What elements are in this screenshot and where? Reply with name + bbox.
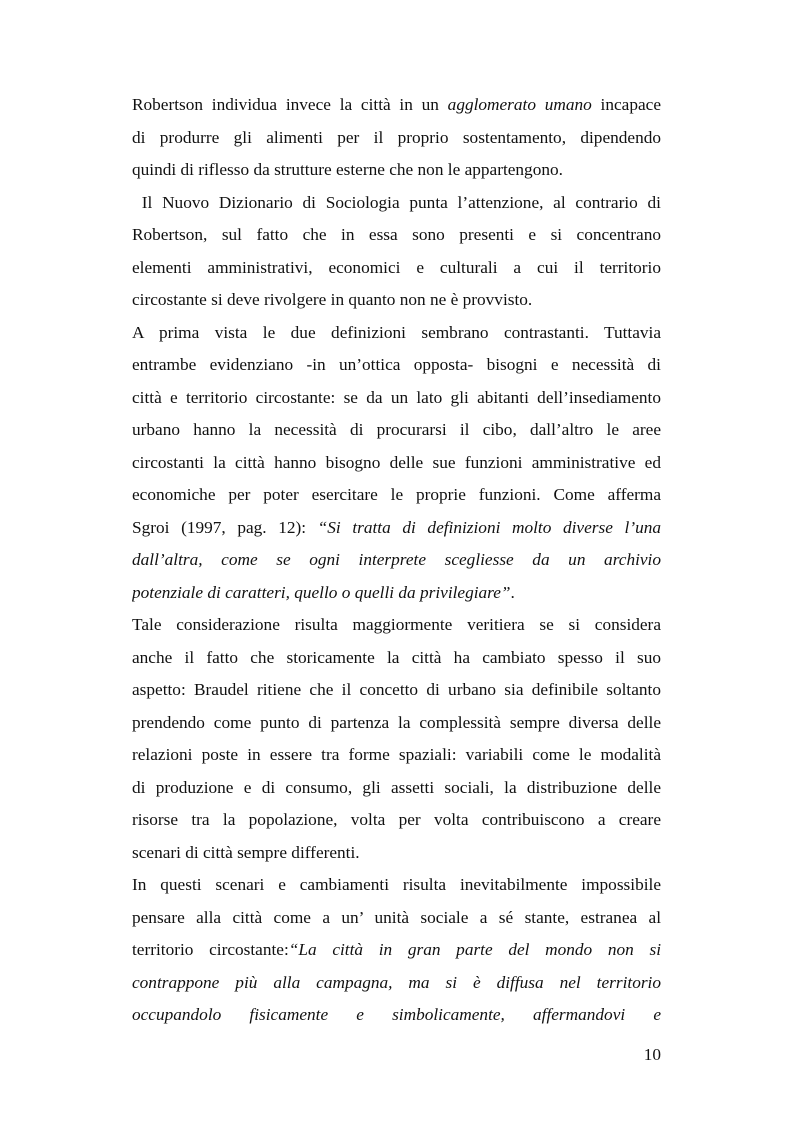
text-span: Robertson individua invece la città in un <box>132 95 448 114</box>
text-span: Tale considerazione risulta maggiormente veritiera se si considera <box>132 615 661 634</box>
text-line <box>132 122 661 155</box>
text-span: pensare alla città come a un’ unità sociale a sé stante, estranea al <box>132 907 661 927</box>
text-line <box>132 739 661 772</box>
text-line <box>132 349 661 382</box>
text-line <box>132 414 661 447</box>
text-span: prendendo come punto di partenza la complessità sempre diversa delle <box>132 712 661 732</box>
text-span: entrambe evidenziano -in un’ottica opposta- bisogni e necessità di <box>132 355 661 374</box>
text-span: economiche per poter esercitare le proprie funzioni. Come afferma <box>132 485 661 504</box>
text-span: scenari di città sempre differenti. <box>132 842 360 862</box>
text-span: risorse tra la popolazione, volta per volta contribuiscono a creare <box>132 810 661 829</box>
italic-text: potenziale di caratteri, quello o quelli da privilegiare” <box>132 582 511 602</box>
text-span: incapace <box>591 95 661 114</box>
text-line <box>132 317 661 350</box>
text-line <box>132 577 661 610</box>
italic-text: contrappone più alla campagna, ma si è diffusa nel territorio <box>132 972 661 992</box>
text-span: circostanti la città hanno bisogno delle sue funzioni amministrative ed <box>132 452 661 472</box>
text-line <box>132 544 661 577</box>
text-line <box>132 869 661 902</box>
text-span: circostante si deve rivolgere in quanto non ne è provvisto. <box>132 290 533 309</box>
text-span: . <box>510 582 515 602</box>
text-line <box>132 707 661 740</box>
text-line <box>132 609 661 642</box>
text-line <box>132 999 661 1032</box>
text-span: di produzione e di consumo, gli assetti sociali, la distribuzione delle <box>132 777 661 797</box>
italic-text: “Si tratta di definizioni molto diverse l’una <box>317 517 661 537</box>
text-span: Il Nuovo Dizionario di Sociologia punta l’attenzione, al contrario di <box>132 192 661 212</box>
italic-text: “La città in gran parte del mondo non si <box>288 940 661 959</box>
text-line <box>132 219 661 252</box>
text-line <box>132 512 661 545</box>
text-line <box>132 382 661 415</box>
text-span: anche il fatto che storicamente la città ha cambiato spesso il suo <box>132 647 661 667</box>
text-span: di produrre gli alimenti per il proprio sostentamento, dipendendo <box>132 127 661 147</box>
text-line <box>132 89 661 122</box>
text-line <box>132 187 661 220</box>
text-span: Sgroi (1997, pag. 12): <box>132 517 318 537</box>
text-line <box>132 447 661 480</box>
text-line <box>132 837 661 870</box>
italic-text: agglomerato umano <box>447 95 592 114</box>
text-line <box>132 284 661 317</box>
text-line <box>132 674 661 707</box>
italic-text: occupandolo fisicamente e simbolicamente, affermandovi e <box>132 1005 661 1024</box>
text-line <box>132 934 661 967</box>
italic-text: dall’altra, come se ogni interprete scegliesse da un archivio <box>132 550 661 569</box>
text-span: elementi amministrativi, economici e culturali a cui il territorio <box>132 257 661 277</box>
text-span: A prima vista le due definizioni sembrano contrastanti. Tuttavia <box>132 322 661 342</box>
body-text <box>132 89 661 1032</box>
text-line <box>132 252 661 285</box>
text-span: urbano hanno la necessità di procurarsi il cibo, dall’altro le aree <box>132 420 661 439</box>
text-span: territorio circostante: <box>132 940 289 959</box>
text-span: città e territorio circostante: se da un lato gli abitanti dell’insediamento <box>132 387 661 407</box>
text-line <box>132 804 661 837</box>
text-span: Robertson, sul fatto che in essa sono presenti e si concentrano <box>132 225 661 244</box>
text-span: In questi scenari e cambiamenti risulta inevitabilmente impossibile <box>132 875 661 894</box>
text-line <box>132 479 661 512</box>
page-number: 10 <box>643 1045 661 1064</box>
text-span: aspetto: Braudel ritiene che il concetto di urbano sia definibile soltanto <box>132 680 661 699</box>
text-span: quindi di riflesso da strutture esterne che non le appartengono. <box>132 160 563 179</box>
text-line <box>132 154 661 187</box>
text-line <box>132 967 661 1000</box>
text-line <box>132 902 661 935</box>
text-line <box>132 772 661 805</box>
text-span: relazioni poste in essere tra forme spaziali: variabili come le modalità <box>132 745 661 764</box>
text-line <box>132 642 661 675</box>
